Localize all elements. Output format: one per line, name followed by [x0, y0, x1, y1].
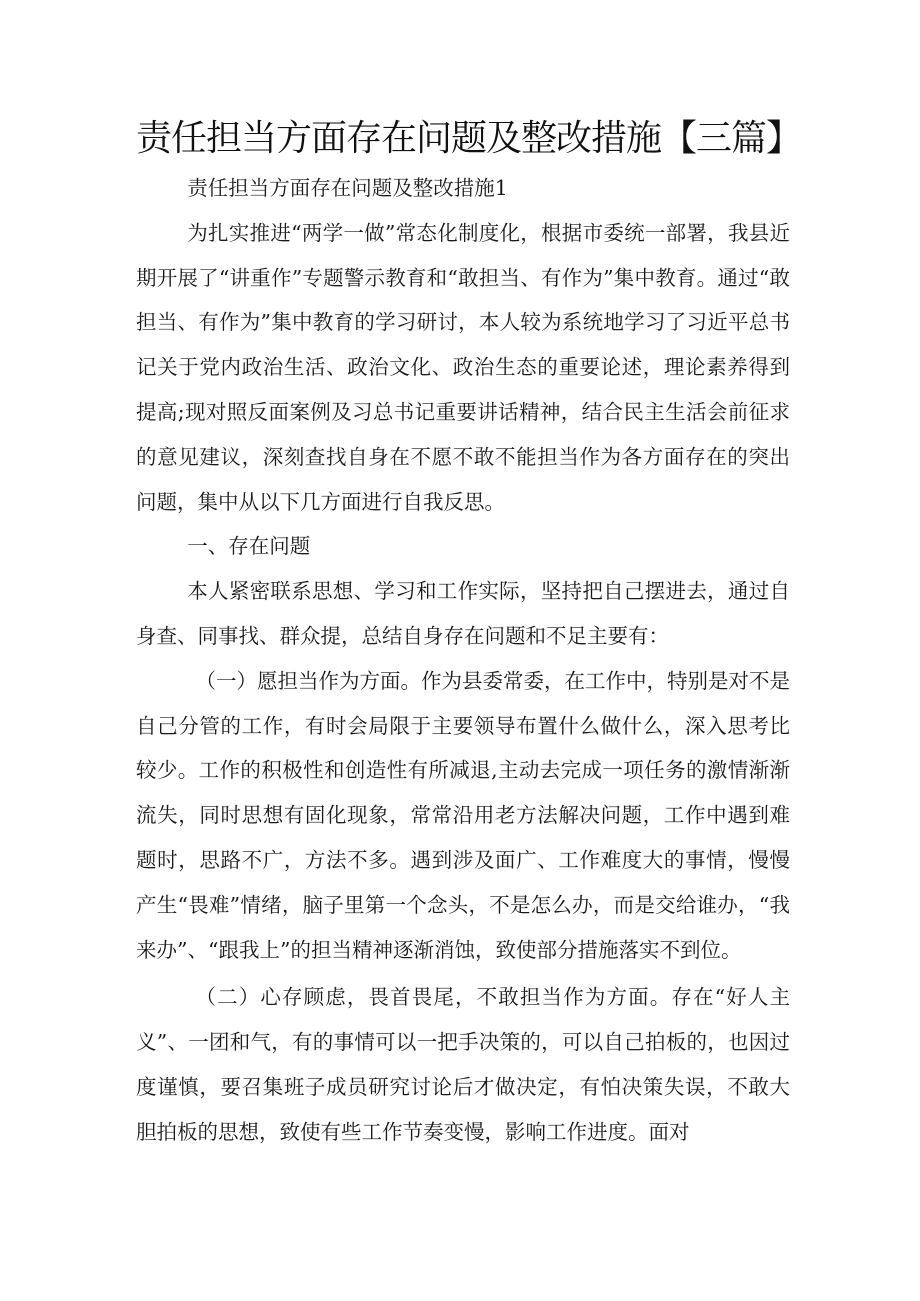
document-title: 责任担当方面存在问题及整改措施【三篇】 — [136, 118, 802, 159]
document-subtitle: 责任担当方面存在问题及整改措施1 — [187, 176, 508, 200]
problem-item-1: （一）愿担当作为方面。作为县委常委，在工作中，特别是对不是自己分管的工作，有时会局限于主要领导布置什么做什么，深入思考比较少。工作的积极性和创造性有所减退,主动去完成一项任务的激情渐渐流失，同时思想有固化现象，常常沿用老方法解决问题，工作中遇到难题时，思路不广，方法不多。遇到涉及面广、工作难度大的事情，慢慢产生“畏难”情绪，脑子里第一个念头，不是怎么办，而是交给谁办，“我来办”、“跟我上”的担当精神逐渐消蚀，致使部分措施落实不到位。 — [136, 668, 790, 962]
intro-paragraph: 为扎实推进“两学一做”常态化制度化，根据市委统一部署，我县近期开展了“讲重作”专题警示教育和“敢担当、有作为”集中教育。通过“敢担当、有作为”集中教育的学习研讨，本人较为系统地学习了习近平总书记关于党内政治生活、政治文化、政治生态的重要论述，理论素养得到提高;现对照反面案例及习总书记重要讲话精神，结合民主生活会前征求的意见建议，深刻查找自身在不愿不敢不能担当作为各方面存在的突出问题，集中从以下几方面进行自我反思。 — [136, 220, 790, 514]
section-heading-problems: 一、存在问题 — [187, 534, 311, 559]
problems-intro-paragraph: 本人紧密联系思想、学习和工作实际，坚持把自己摆进去，通过自身查、同事找、群众提，总结自身存在问题和不足主要有： — [136, 579, 790, 648]
document-body — [136, 166, 790, 1155]
problem-item-2: （二）心存顾虑，畏首畏尾，不敢担当作为方面。存在“好人主义”、一团和气，有的事情可以一把手决策的，可以自己拍板的，也因过度谨慎，要召集班子成员研究讨论后才做决定，有怕决策失误，不敢大胆拍板的思想，致使有些工作节奏变慢，影响工作进度。面对 — [136, 985, 790, 1144]
